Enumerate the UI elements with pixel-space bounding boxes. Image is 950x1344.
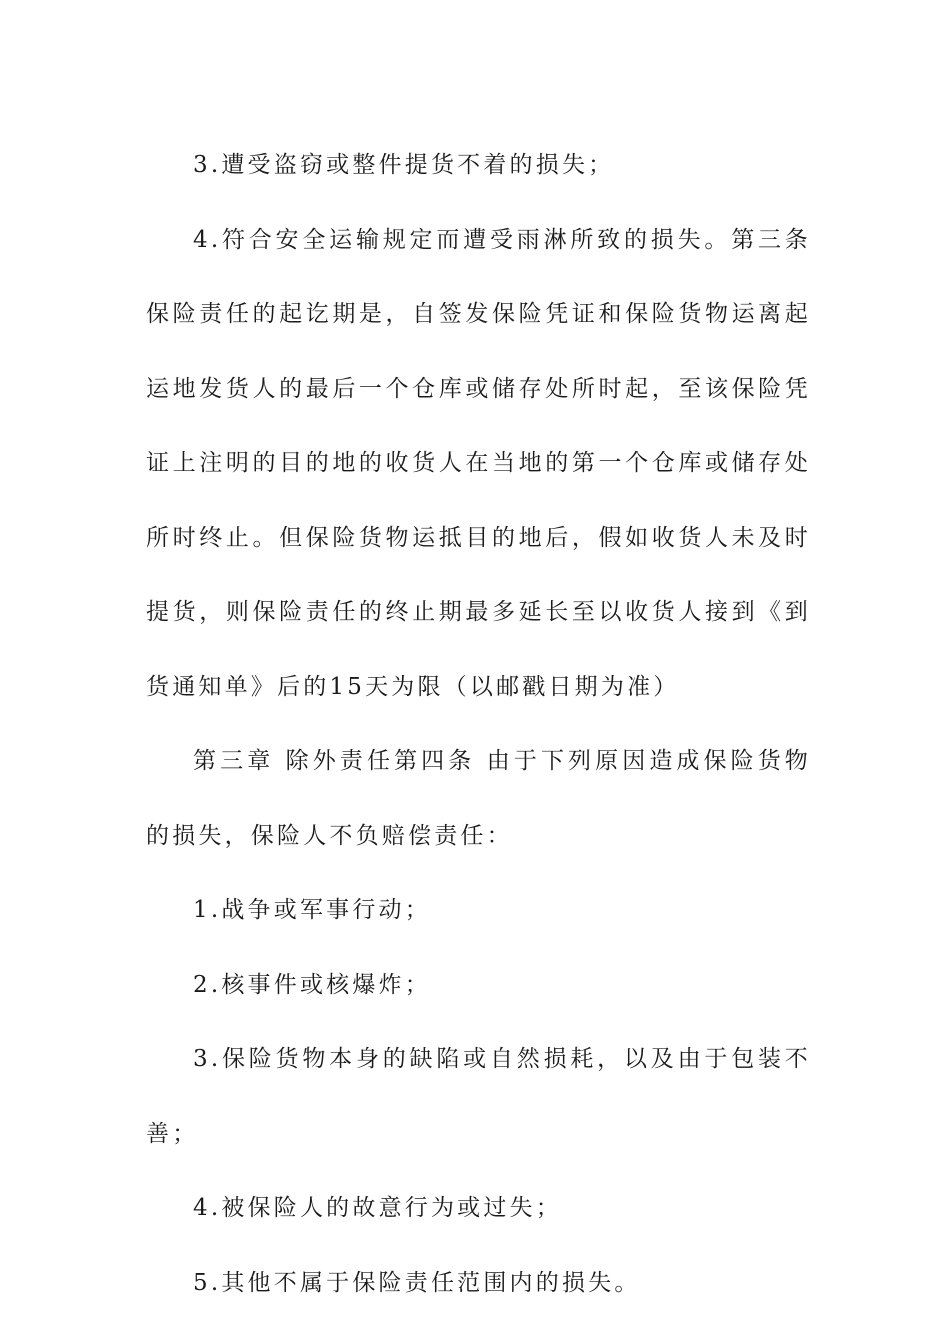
exclusion-item-2: 2.核事件或核爆炸； [193, 971, 431, 998]
article-3-liability-period: 4.符合安全运输规定而遭受雨淋所致的损失。第三条 保险责任的起讫期是，自签发保险凭证和保险货物运离起运地发货人的最后一个仓库或储存处所时起，至该保险凭证上注明的目的地的收货人在当地的第一个仓库或储存处所时终止。但保险货物运抵目的地后，假如收货人未及时提货，则保险责任的终止期最多延长至以收货人接到《到货通知单》后的15天为限（以邮戳日期为准） [146, 226, 811, 700]
body-text [146, 128, 811, 1320]
exclusion-item-4: 4.被保险人的故意行为或过失； [193, 1195, 562, 1221]
exclusion-item-5: 5.其他不属于保险责任范围内的损失。 [193, 1269, 641, 1296]
chapter-3-exclusions: 第三章 除外责任第四条 由于下列原因造成保险货物的损失，保险人不负赔偿责任： [146, 748, 811, 849]
exclusion-item-3: 3.保险货物本身的缺陷或自然损耗，以及由于包装不善； [146, 1046, 811, 1147]
exclusion-item-1: 1.战争或军事行动； [193, 897, 431, 923]
list-item-3-theft: 3.遭受盗窃或整件提货不着的损失； [193, 152, 615, 178]
